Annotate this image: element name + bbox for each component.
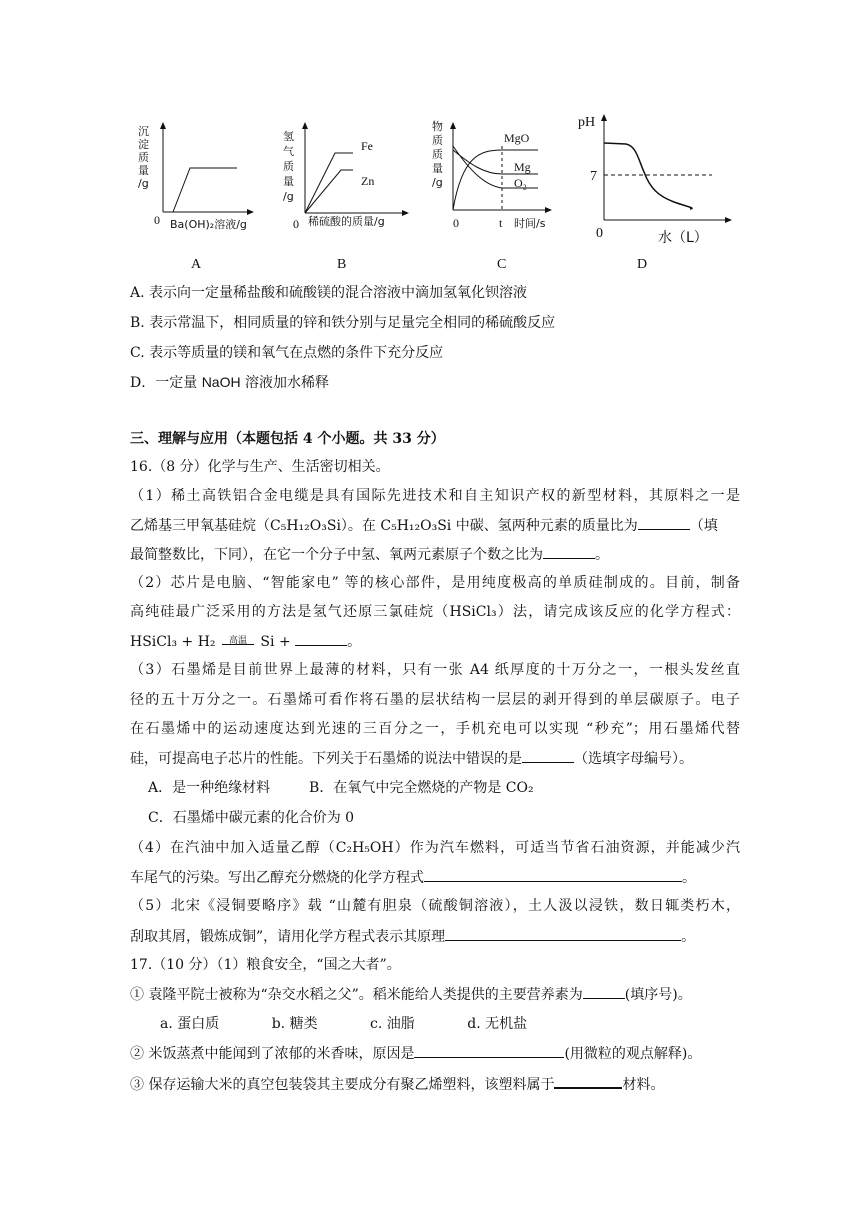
graph-a-ylabel: [138, 125, 149, 190]
q16-blank-6[interactable]: [445, 926, 681, 941]
svg-text:/g: /g: [432, 176, 443, 189]
graph-b-x-arrow: [402, 210, 409, 216]
graph-b-origin: 0: [293, 217, 299, 231]
graph-a-origin: 0: [154, 213, 160, 227]
q16-p3-option-b: B．在氧气中完全燃烧的产物是 CO₂: [309, 780, 534, 796]
q16-p3-option-a: A．是一种绝缘材料: [148, 780, 271, 796]
graph-label-b: B: [337, 257, 347, 272]
q16-p3-line2: 径的五十万分之一。石墨烯可看作将石墨的层状结构一层层的剥开得到的单层碳原子。电子: [130, 692, 740, 708]
graph-d-ylabel: pH: [578, 115, 596, 130]
graph-b-label-zn: Zn: [361, 174, 375, 188]
graph-b-ylabel: [283, 129, 294, 203]
graph-b-label-fe: Fe: [361, 139, 373, 153]
graph-label-a: A: [191, 257, 202, 272]
q16-p2-line2: 高纯硅最广泛采用的方法是氢气还原三氯硅烷（HSiCl₃）法，请完成该反应的化学方程式：: [130, 604, 740, 620]
svg-text:气: 气: [283, 145, 294, 158]
graph-c-x-arrow: [545, 207, 552, 213]
q17-item-2: ② 米饭蒸煮中能闻到了浓郁的米香味，原因是 (用微粒的观点解释)。: [130, 1043, 740, 1064]
q16-p1-line1: （1）稀土高铁铝合金电缆是具有国际先进技术和自主知识产权的新型材料，其原料之一是: [130, 488, 740, 504]
q16-p2-line1: （2）芯片是电脑、“智能家电” 等的核心部件，是用纯度极高的单质硅制成的。目前，制备: [130, 575, 740, 591]
q17-blank-3[interactable]: [554, 1073, 622, 1089]
q17-option-c: c. 油脂: [370, 1016, 415, 1032]
q16-p4-line1: （4）在汽油中加入适量乙醇（C₂H₅OH）作为汽车燃料，可适当节省石油资源，并能减少汽: [130, 840, 740, 856]
svg-text:质: 质: [138, 151, 149, 164]
svg-text:/g: /g: [283, 190, 294, 203]
q16-p3-line4: 硅，可提高电子芯片的性能。下列关于石墨烯的说法中错误的是 （选填字母编号）。: [130, 748, 740, 769]
q17-option-a: a. 蛋白质: [160, 1016, 220, 1032]
graph-d-ref-value: 7: [590, 169, 597, 184]
graph-d-x-arrow: [725, 217, 732, 223]
graph-c: [432, 116, 562, 235]
graph-c-xlabel: 时间/s: [514, 217, 546, 230]
q16-p1-line2: 乙烯基三甲氧基硅烷（C₅H₁₂O₃Si）。在 C₅H₁₂O₃Si 中碳、氢两种元素的质量比为 （填: [130, 515, 740, 536]
section-3-title: 三、理解与应用（本题包括 4 个小题。共 33 分）: [130, 431, 445, 447]
q17-item-3: ③ 保存运输大米的真空包装袋其主要成分有聚乙烯塑料，该塑料属于 材料。: [130, 1073, 740, 1095]
graph-b-curve-zn: [305, 170, 353, 213]
graph-d-origin: 0: [596, 226, 603, 241]
graph-b-y-arrow: [302, 122, 308, 129]
q16-blank-2[interactable]: [543, 544, 595, 559]
graph-d-xlabel: 水（L）: [658, 230, 708, 246]
option-d: D．一定量 NaOH 溶液加水稀释: [130, 374, 330, 391]
graph-c-label-mgo: MgO: [504, 131, 530, 145]
graph-c-label-mg: Mg: [514, 160, 531, 174]
q16-p3-line3: 在石墨烯中的运动速度达到光速的三百分之一，手机充电可以实现 “秒充”；用石墨烯代替: [130, 721, 740, 737]
option-a: A. 表示向一定量稀盐酸和硫酸镁的混合溶液中滴加氢氧化钡溶液: [130, 285, 528, 301]
condition-high-temp: 高温: [220, 631, 256, 651]
svg-text:质: 质: [432, 134, 443, 147]
graph-c-y-arrow: [450, 122, 456, 129]
q16-equation: HSiCl₃ + H₂ 高温 Si + 。: [130, 631, 740, 652]
q16-blank-1[interactable]: [638, 515, 690, 530]
q16-p3-options-ab: [148, 778, 758, 798]
q16-blank-3[interactable]: [295, 631, 347, 646]
svg-text:量: 量: [283, 175, 294, 188]
q17-option-b: b. 糖类: [271, 1016, 318, 1032]
graph-d: [578, 110, 738, 245]
option-b: B. 表示常温下，相同质量的锌和铁分别与足量完全相同的稀硫酸反应: [130, 315, 556, 331]
svg-text:质: 质: [432, 148, 443, 161]
q16-p1-line3: 最简整数比，下同），在它一个分子中氢、氧两元素原子个数之比为 。: [130, 544, 740, 565]
svg-text:量: 量: [432, 162, 443, 175]
graph-c-t-label: t: [499, 216, 503, 230]
q16-blank-5[interactable]: [424, 867, 682, 882]
option-graphs: [0, 100, 860, 280]
graph-a-x-arrow: [247, 209, 254, 215]
graph-a: [130, 120, 260, 235]
svg-text:氢: 氢: [283, 130, 294, 143]
svg-text:质: 质: [283, 160, 294, 173]
graph-label-d: D: [637, 257, 648, 272]
option-c: C. 表示等质量的镁和氧气在点燃的条件下充分反应: [130, 345, 444, 361]
q17-header: 17.（10 分）（1）粮食安全，“国之大者”。: [130, 957, 401, 973]
graph-d-y-arrow: [601, 114, 607, 121]
graph-b: [283, 118, 413, 235]
graph-c-origin: 0: [453, 216, 459, 230]
graph-a-xlabel: Ba(OH)₂溶液/g: [170, 218, 247, 231]
graph-label-c: C: [497, 257, 507, 272]
q16-p3-option-c: C．石墨烯中碳元素的化合价为 0: [148, 810, 355, 826]
graph-a-curve: [173, 168, 237, 212]
svg-text:/g: /g: [138, 177, 149, 190]
q16-header: 16.（8 分）化学与生产、生活密切相关。: [130, 459, 390, 475]
svg-text:量: 量: [138, 164, 149, 177]
q17-item-1: ① 袁隆平院士被称为“杂交水稻之父”。稻米能给人类提供的主要营养素为 (填序号)。: [130, 984, 740, 1005]
svg-text:淀: 淀: [138, 138, 149, 151]
q17-option-d: d. 无机盐: [467, 1016, 528, 1032]
graph-c-ylabel: [432, 119, 443, 189]
q17-options: [160, 1014, 770, 1034]
q17-blank-1[interactable]: [583, 984, 625, 999]
q16-p5-line1: （5）北宋《浸铜要略序》载 “山麓有胆泉（硫酸铜溶液），土人汲以浸铁，数日辄类朽木，: [130, 898, 740, 914]
graph-a-y-arrow: [160, 122, 166, 129]
q16-blank-4[interactable]: [522, 748, 574, 763]
q16-p4-line2: 车尾气的污染。写出乙醇充分燃烧的化学方程式 。: [130, 867, 740, 888]
graph-d-curve: [604, 143, 692, 209]
q16-p5-line2: 刮取其屑，锻炼成铜”，请用化学方程式表示其原理 。: [130, 926, 740, 947]
graph-b-xlabel: 稀硫酸的质量/g: [308, 215, 385, 228]
q17-blank-2[interactable]: [414, 1043, 564, 1058]
svg-text:物: 物: [432, 120, 443, 133]
q16-p3-line1: （3）石墨烯是目前世界上最薄的材料，只有一张 A4 纸厚度的十万分之一，一根头发丝直: [130, 662, 740, 678]
graph-c-label-o2: O₂: [514, 176, 527, 190]
svg-text:沉: 沉: [138, 125, 149, 138]
